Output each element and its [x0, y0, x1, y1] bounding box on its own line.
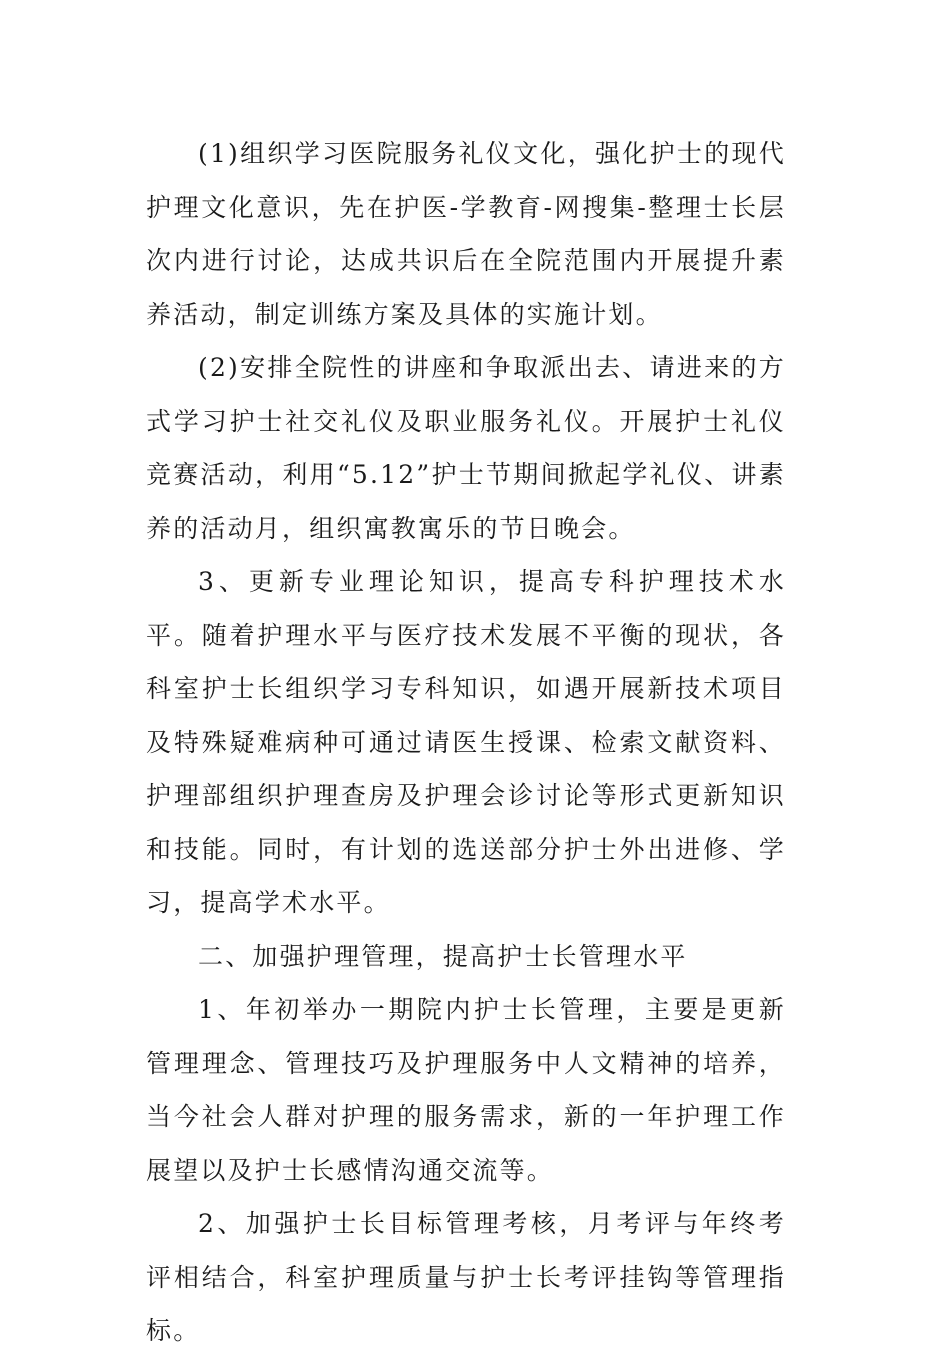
- document-body: [146, 127, 786, 1358]
- paragraph-head-nurse-training: 1、年初举办一期院内护士长管理，主要是更新管理理念、管理技巧及护理服务中人文精神的培养，当今社会人群对护理的服务需求，新的一年护理工作展望以及护士长感情沟通交流等。: [146, 995, 786, 1185]
- section-heading-management: 二、加强护理管理，提高护士长管理水平: [198, 941, 688, 971]
- paragraph-target-assessment: 2、加强护士长目标管理考核，月考评与年终考评相结合，科室护理质量与护士长考评挂钩等管理指标。: [146, 1209, 786, 1345]
- paragraph-etiquette-lectures: (2)安排全院性的讲座和争取派出去、请进来的方式学习护士社交礼仪及职业服务礼仪。开展护士礼仪竞赛活动，利用“5.12”护士节期间掀起学礼仪、讲素养的活动月，组织寓教寓乐的节日晚会。: [146, 353, 786, 543]
- paragraph-professional-knowledge: 3、更新专业理论知识，提高专科护理技术水平。随着护理水平与医疗技术发展不平衡的现状，各科室护士长组织学习专科知识，如遇开展新技术项目及特殊疑难病种可通过请医生授课、检索文献资料、护理部组织护理查房及护理会诊讨论等形式更新知识和技能。同时，有计划的选送部分护士外出进修、学习，提高学术水平。: [146, 567, 786, 917]
- paragraph-etiquette-study: (1)组织学习医院服务礼仪文化，强化护士的现代护理文化意识，先在护医-学教育-网搜集-整理士长层次内进行讨论，达成共识后在全院范围内开展提升素养活动，制定训练方案及具体的实施计划。: [146, 139, 786, 329]
